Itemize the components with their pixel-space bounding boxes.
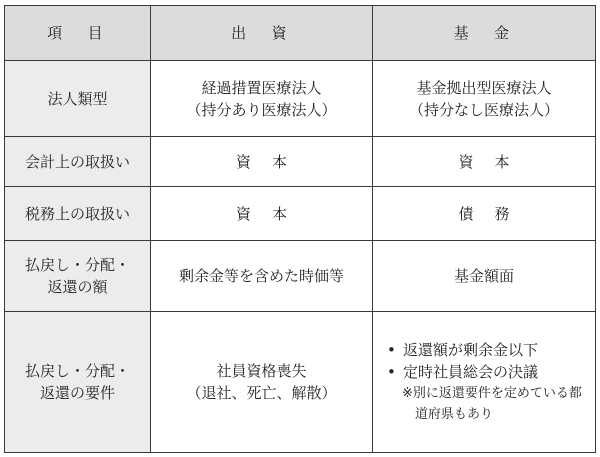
investment-cell: 社員資格喪失 （退社、死亡、解散） [151, 312, 373, 453]
row-label: 会計上の取扱い [5, 137, 151, 187]
comparison-table [4, 5, 596, 453]
row-label: 税務上の取扱い [5, 187, 151, 241]
investment-cell: 剰余金等を含めた時価等 [151, 241, 373, 312]
fund-cell: 資本 [373, 137, 596, 187]
row-label: 払戻し・分配・ 返還の額 [5, 241, 151, 312]
table-row-tax [5, 187, 596, 241]
investment-cell: 経過措置医療法人 （持分あり医療法人） [151, 61, 373, 137]
investment-cell: 資本 [151, 187, 373, 241]
table-row-corporation-type [5, 61, 596, 137]
header-row [5, 6, 596, 61]
header-investment: 出 資 [151, 6, 373, 61]
investment-cell: 資本 [151, 137, 373, 187]
list-item: • 返還額が剰余金以下 [387, 341, 539, 359]
row-label: 払戻し・分配・ 返還の要件 [5, 312, 151, 453]
fund-cell: 債務 [373, 187, 596, 241]
table-row-amount [5, 241, 596, 312]
bullet-icon: • [387, 363, 396, 381]
table-row-accounting [5, 137, 596, 187]
fund-cell [373, 312, 596, 453]
fund-cell: 基金拠出型医療法人 （持分なし医療法人） [373, 61, 596, 137]
fund-cell: 基金額面 [373, 241, 596, 312]
list-item: • 定時社員総会の決議 [387, 363, 539, 381]
header-fund: 基 金 [373, 6, 596, 61]
bullet-icon: • [387, 341, 396, 359]
header-item: 項 目 [5, 6, 151, 61]
table-row-requirements [5, 312, 596, 453]
requirement-note: ※別に返還要件を定めている都道府県もあり [402, 386, 582, 422]
row-label: 法人類型 [5, 61, 151, 137]
requirement-list [377, 339, 591, 383]
